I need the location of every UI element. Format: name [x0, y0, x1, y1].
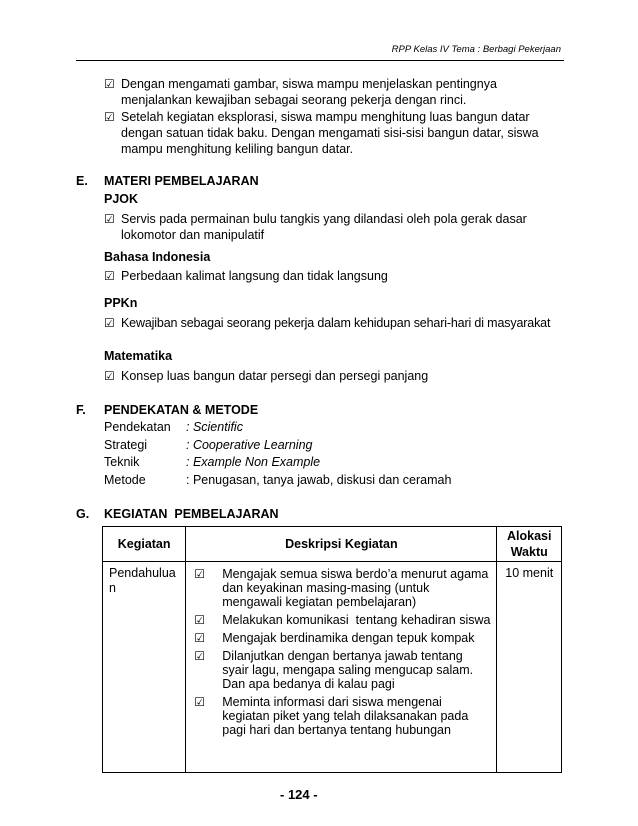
- item-text: Setelah kegiatan eksplorasi, siswa mampu menghitung luas bangun datar dengan satuan tidak baku. Dengan mengamati sisi-sisi bangun datar, siswa mampu menghitung keliling bangun datar.: [121, 110, 539, 156]
- section-letter-f: F.: [76, 403, 86, 417]
- header-alokasi: Alokasi Waktu: [497, 527, 562, 562]
- method-label: Pendekatan: [104, 420, 171, 434]
- header-deskripsi: Deskripsi Kegiatan: [186, 527, 497, 562]
- method-label: Strategi: [104, 438, 148, 452]
- checkbox-icon: ☑: [104, 110, 115, 124]
- checkbox-icon: ☑: [104, 316, 115, 330]
- cell-waktu: 10 menit: [497, 562, 562, 773]
- checkbox-icon: ☑: [104, 369, 115, 383]
- subject-heading: Matematika: [104, 349, 173, 363]
- activity-item: ☑ Dilanjutkan dengan bertanya jawab tentang syair lagu, mengapa saling mengucap salam. Dan apa bedanya di kalau pagi: [194, 649, 474, 691]
- activity-item: ☑ Melakukan komunikasi tentang kehadiran siswa: [194, 613, 491, 627]
- checkbox-icon: ☑: [104, 212, 115, 226]
- checkbox-icon: ☑: [194, 649, 206, 663]
- checkbox-icon: ☑: [194, 613, 206, 627]
- method-value: : Scientific: [186, 420, 243, 434]
- page-number: - 124 -: [280, 787, 318, 802]
- header-kegiatan: Kegiatan: [103, 527, 186, 562]
- checkbox-icon: ☑: [194, 695, 206, 709]
- section-title-e: MATERI PEMBELAJARAN: [104, 174, 259, 188]
- subject-heading: PPKn: [104, 296, 138, 310]
- section-title-f: PENDEKATAN & METODE: [104, 403, 259, 417]
- table-header-row: [103, 527, 562, 562]
- activity-item: ☑ Mengajak berdinamika dengan tepuk kompak: [194, 631, 475, 645]
- method-value: : Example Non Example: [186, 455, 321, 469]
- cell-kegiatan: Pendahulua n: [103, 562, 186, 773]
- subject-heading: PJOK: [104, 192, 139, 206]
- running-header: RPP Kelas IV Tema : Berbagi Pekerjaan: [391, 44, 561, 55]
- activity-item: ☑ Meminta informasi dari siswa mengenai kegiatan piket yang telah dilaksanakan pada pagi hari dan bertanya tentang hubungan: [194, 695, 469, 737]
- activities-table: [102, 526, 562, 773]
- activity-item: ☑ Mengajak semua siswa berdo’a menurut agama dan keyakinan masing-masing (untuk mengawali kegiatan pembelajaran): [194, 567, 489, 609]
- cell-deskripsi: [186, 562, 497, 773]
- table-row: [103, 562, 562, 773]
- checkbox-icon: ☑: [104, 269, 115, 283]
- checkbox-icon: ☑: [194, 631, 206, 645]
- checkbox-icon: ☑: [104, 77, 115, 91]
- section-letter-g: G.: [76, 507, 90, 521]
- method-value: : Cooperative Learning: [186, 438, 313, 452]
- checkbox-icon: ☑: [194, 567, 206, 581]
- item-text: Dengan mengamati gambar, siswa mampu menjelaskan pentingnya menjalankan kewajiban sebagai seorang pekerja dengan rinci.: [121, 77, 497, 107]
- method-label: Teknik: [104, 455, 140, 469]
- method-label: Metode: [104, 473, 146, 487]
- header-rule: [76, 60, 564, 61]
- section-letter-e: E.: [76, 174, 88, 188]
- section-title-g: KEGIATAN PEMBELAJARAN: [104, 507, 279, 521]
- method-value: : Penugasan, tanya jawab, diskusi dan ceramah: [186, 473, 452, 487]
- subject-heading: Bahasa Indonesia: [104, 250, 211, 264]
